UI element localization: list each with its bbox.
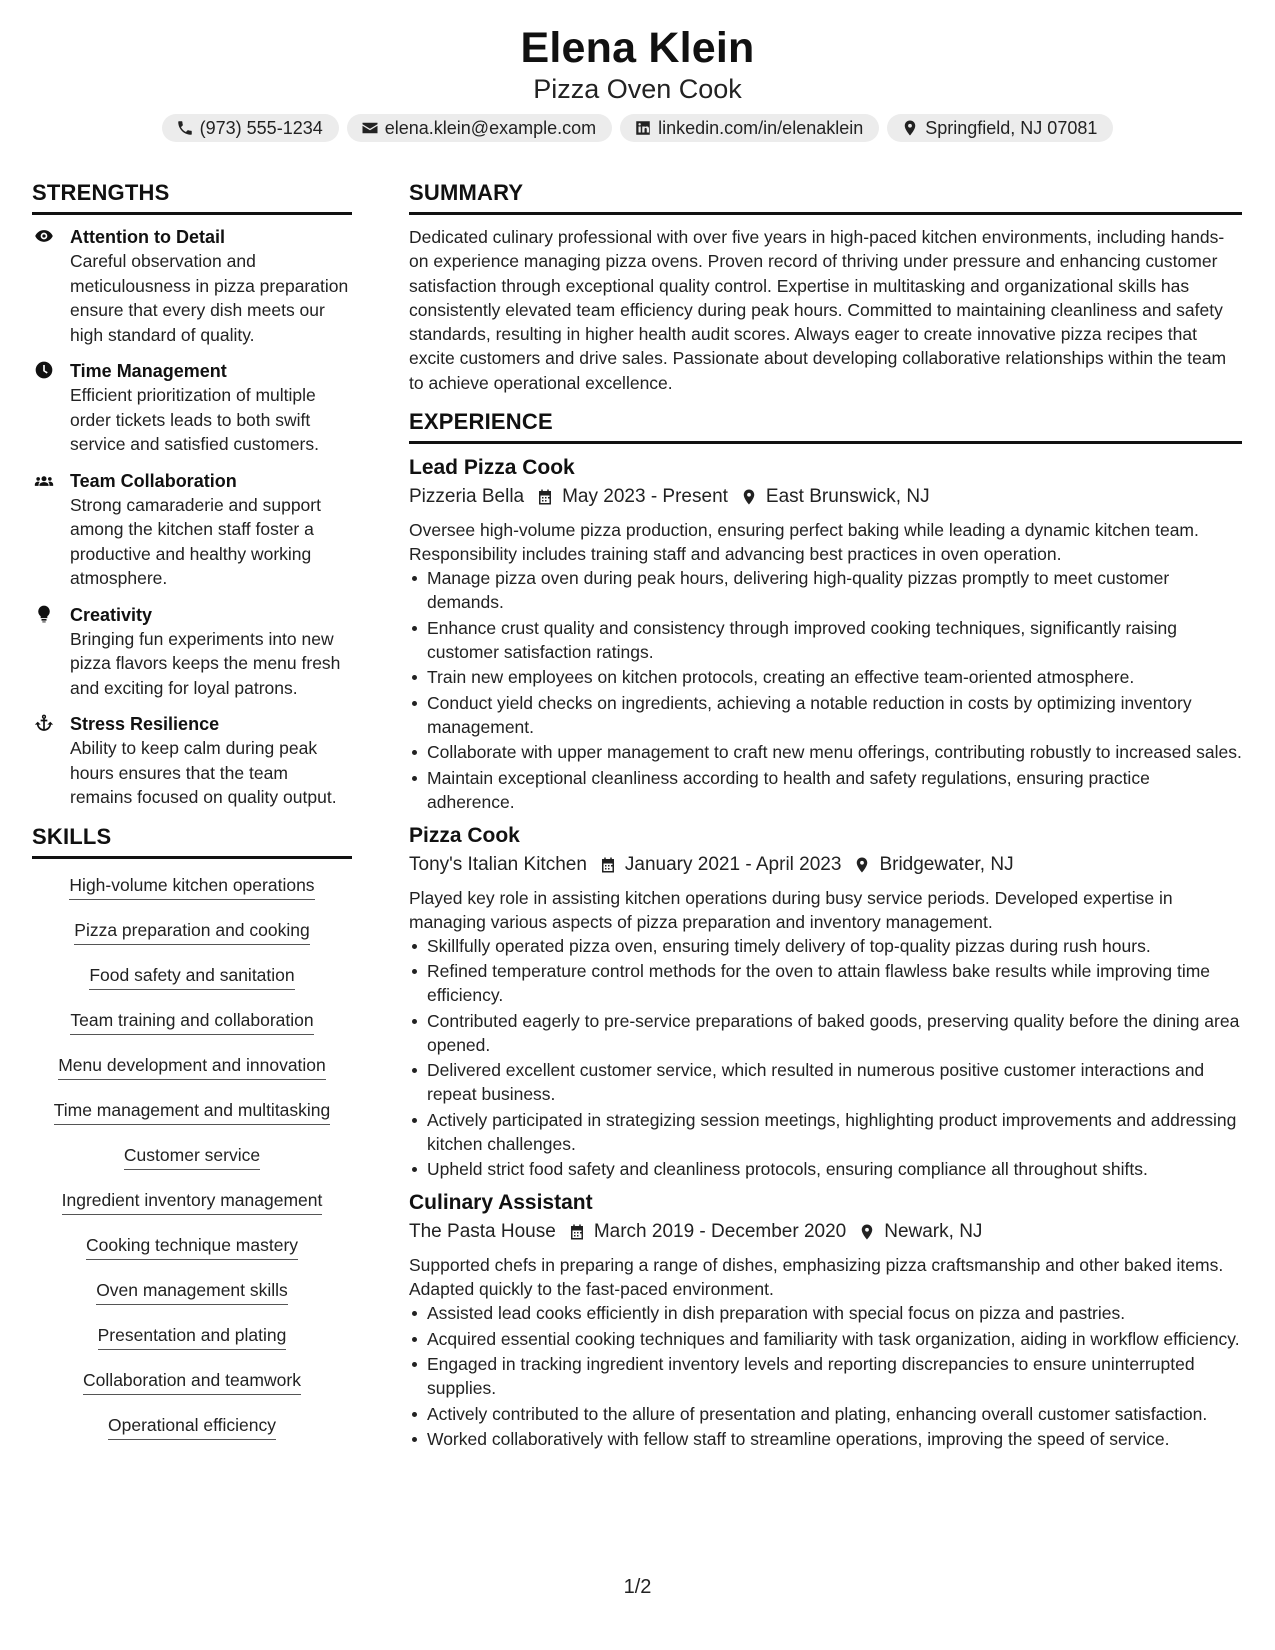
- job-title: Culinary Assistant: [409, 1191, 593, 1215]
- strength-desc: Efficient prioritization of multiple order tickets leads to both swift service and satisfied customers.: [70, 385, 319, 454]
- strength-item: [32, 712, 352, 810]
- job-bullets: [409, 934, 1242, 1182]
- bullet-item: Conduct yield checks on ingredients, achieving a notable reduction in costs by optimizing inventory management.: [409, 691, 1242, 739]
- skill-label: Cooking technique mastery: [86, 1235, 298, 1260]
- job-dates: March 2019 - December 2020: [593, 1221, 847, 1243]
- bullet-item: Engaged in tracking ingredient inventory levels and reporting discrepancies to ensure uninterrupted supplies.: [409, 1352, 1242, 1400]
- job-location: Newark, NJ: [884, 1221, 983, 1243]
- job-entry: [409, 822, 1242, 1182]
- skill-item: [32, 1139, 352, 1184]
- location-icon: [901, 119, 919, 137]
- job-meta: [409, 482, 1242, 512]
- job-description: Supported chefs in preparing a range of dishes, emphasizing pizza craftsmanship and other baked items. Adapted quickly to the fast-paced environment.: [409, 1255, 1224, 1300]
- skill-label: High-volume kitchen operations: [69, 875, 314, 900]
- job-bullets: [409, 1301, 1242, 1451]
- calendar-icon: [599, 856, 617, 874]
- skill-item: [32, 1229, 352, 1274]
- skill-item: [32, 914, 352, 959]
- strength-desc: Ability to keep calm during peak hours ensures that the team remains focused on quality output.: [70, 738, 337, 807]
- skill-item: [32, 1049, 352, 1094]
- left-column: [32, 180, 352, 1454]
- skill-label: Menu development and innovation: [58, 1055, 326, 1080]
- bullet-item: Assisted lead cooks efficiently in dish preparation with special focus on pizza and pastries.: [409, 1301, 1242, 1325]
- bullet-item: Acquired essential cooking techniques and familiarity with task organization, aiding in workflow efficiency.: [409, 1327, 1242, 1351]
- summary-heading: SUMMARY: [409, 180, 1242, 215]
- strength-desc: Bringing fun experiments into new pizza flavors keeps the menu fresh and exciting for loyal patrons.: [70, 628, 341, 698]
- contact-location: [887, 114, 1113, 142]
- skill-item: [32, 1004, 352, 1049]
- job-company: Tony's Italian Kitchen: [409, 853, 587, 875]
- job-bullets: [409, 566, 1242, 814]
- job-company: The Pasta House: [409, 1221, 556, 1243]
- contact-linkedin[interactable]: [620, 114, 879, 142]
- phone-icon: [176, 119, 194, 137]
- job-entry: [409, 1189, 1242, 1451]
- calendar-icon: [536, 488, 554, 506]
- strength-title: Team Collaboration: [70, 470, 237, 491]
- page-number: 1/2: [623, 1576, 652, 1598]
- location-icon: [853, 856, 871, 874]
- bullet-item: Collaborate with upper management to craft new menu offerings, contributing robustly to increased sales.: [409, 740, 1242, 764]
- bullet-item: Worked collaboratively with fellow staff to streamline operations, improving the speed of service.: [409, 1427, 1242, 1451]
- skill-label: Team training and collaboration: [70, 1010, 313, 1035]
- strength-title: Stress Resilience: [70, 714, 220, 734]
- skill-label: Time management and multitasking: [54, 1100, 331, 1125]
- location-icon: [740, 488, 758, 506]
- skills-heading: SKILLS: [32, 824, 352, 859]
- job-title: Pizza Cook: [409, 823, 520, 847]
- strength-desc: Strong camaraderie and support among the kitchen staff foster a productive and healthy working atmosphere.: [70, 494, 321, 588]
- eye-icon: [32, 226, 56, 246]
- skill-item: [32, 959, 352, 1004]
- skill-item: [32, 1184, 352, 1229]
- bullet-item: Train new employees on kitchen protocols, creating an effective team-oriented atmosphere.: [409, 665, 1242, 689]
- skill-item: [32, 1094, 352, 1139]
- skill-label: Ingredient inventory management: [62, 1190, 323, 1215]
- contact-linkedin-text: linkedin.com/in/elenaklein: [658, 117, 864, 138]
- summary-text: Dedicated culinary professional with over five years in high-paced kitchen environments, including hands-on experience managing pizza ovens. Proven record of thriving under pressure and enhancing customer satisfaction through exceptional quality control. Expertise in multitasking and organizational skills has consistently elevated team efficiency during peak hours. Committed to maintaining cleanliness and safety standards, resulting in higher health audit scores. Always eager to create innovative pizza recipes that excite customers and drive sales. Passionate about developing collaborative relationships within the team to achieve operational excellence.: [409, 227, 1227, 393]
- bullet-item: Contributed eagerly to pre-service preparations of baked goods, preserving quality before the dining area opened.: [409, 1009, 1242, 1057]
- strength-title: Creativity: [70, 604, 153, 625]
- job-location: Bridgewater, NJ: [879, 853, 1014, 875]
- strengths-heading: STRENGTHS: [32, 180, 352, 215]
- skill-label: Food safety and sanitation: [89, 965, 294, 990]
- strength-item: [32, 359, 352, 457]
- contact-email[interactable]: [347, 114, 612, 142]
- location-icon: [858, 1223, 876, 1241]
- contact-email-text: elena.klein@example.com: [384, 117, 597, 138]
- skill-item: [32, 1364, 352, 1409]
- job-dates: January 2021 - April 2023: [624, 853, 842, 875]
- skill-label: Customer service: [124, 1145, 260, 1170]
- strength-title: Time Management: [70, 361, 227, 381]
- contact-location-text: Springfield, NJ 07081: [925, 117, 1098, 138]
- skill-item: [32, 869, 352, 914]
- email-icon: [361, 119, 379, 137]
- job-description: Played key role in assisting kitchen operations during busy service periods. Developed expertise in managing various aspects of pizza preparation and inventory management.: [409, 887, 1173, 932]
- anchor-icon: [32, 713, 56, 733]
- skill-label: Presentation and plating: [98, 1325, 287, 1350]
- strength-item: [32, 225, 352, 347]
- bullet-item: Upheld strict food safety and cleanliness protocols, ensuring compliance all throughout shifts.: [409, 1157, 1242, 1181]
- skill-label: Oven management skills: [96, 1280, 288, 1305]
- job-dates: May 2023 - Present: [562, 486, 728, 508]
- bullet-item: Delivered excellent customer service, which resulted in numerous positive customer interactions and repeat business.: [409, 1058, 1242, 1106]
- bullet-item: Refined temperature control methods for the oven to attain flawless bake results while improving time efficiency.: [409, 959, 1242, 1007]
- calendar-icon: [568, 1223, 586, 1241]
- clock-icon: [32, 360, 56, 380]
- users-icon: [32, 470, 56, 490]
- job-entry: [409, 454, 1242, 814]
- bullet-item: Manage pizza oven during peak hours, delivering high-quality pizzas promptly to meet customer demands.: [409, 566, 1242, 614]
- strength-title: Attention to Detail: [70, 227, 225, 247]
- linkedin-icon: [634, 119, 652, 137]
- job-location: East Brunswick, NJ: [765, 486, 930, 508]
- contact-phone[interactable]: [162, 114, 339, 142]
- bullet-item: Enhance crust quality and consistency through improved cooking techniques, significantly raising customer satisfaction ratings.: [409, 616, 1242, 664]
- right-column: [409, 180, 1242, 1459]
- skill-label: Operational efficiency: [108, 1415, 276, 1440]
- strength-item: [32, 603, 352, 701]
- job-meta: [409, 1217, 1242, 1247]
- bullet-item: Actively participated in strategizing session meetings, highlighting product improvements and addressing kitchen challenges.: [409, 1108, 1242, 1156]
- skill-item: [32, 1409, 352, 1454]
- strength-item: [32, 469, 352, 591]
- experience-heading: EXPERIENCE: [409, 409, 1242, 444]
- skill-label: Collaboration and teamwork: [83, 1370, 301, 1395]
- candidate-name: Elena Klein: [520, 24, 755, 72]
- skill-item: [32, 1274, 352, 1319]
- bullet-item: Actively contributed to the allure of presentation and plating, enhancing overall customer satisfaction.: [409, 1402, 1242, 1426]
- candidate-role: Pizza Oven Cook: [533, 74, 742, 104]
- bullet-item: Maintain exceptional cleanliness according to health and safety regulations, ensuring practice adherence.: [409, 766, 1242, 814]
- job-description: Oversee high-volume pizza production, ensuring perfect baking while leading a dynamic kitchen team. Responsibility includes training staff and advancing best practices in oven operation.: [409, 520, 1199, 565]
- skill-label: Pizza preparation and cooking: [74, 920, 309, 945]
- skill-item: [32, 1319, 352, 1364]
- contact-phone-text: (973) 555-1234: [199, 117, 323, 138]
- bullet-item: Skillfully operated pizza oven, ensuring timely delivery of top-quality pizzas during rush hours.: [409, 934, 1242, 958]
- job-meta: [409, 850, 1242, 880]
- job-title: Lead Pizza Cook: [409, 456, 575, 480]
- job-company: Pizzeria Bella: [409, 486, 525, 508]
- contact-bar: [0, 114, 1275, 142]
- skills-list: [32, 869, 352, 1454]
- strength-desc: Careful observation and meticulousness in pizza preparation ensure that every dish meets our high standard of quality.: [70, 251, 349, 345]
- lightbulb-icon: [32, 604, 56, 624]
